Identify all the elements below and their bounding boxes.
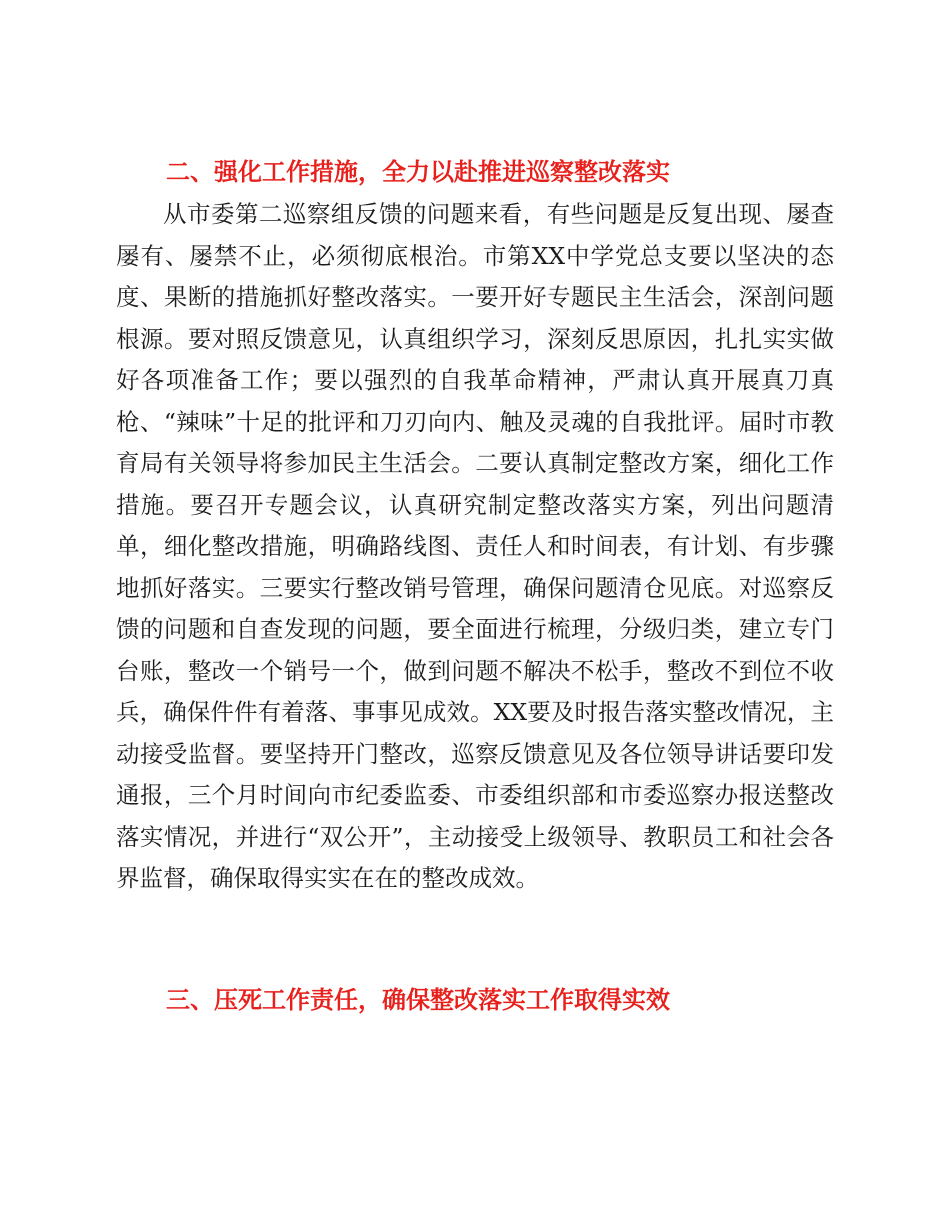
section-2-paragraph: 从市委第二巡察组反馈的问题来看，有些问题是反复出现、屡查屡有、屡禁不止，必须彻底根治。市第XX中学党总支要以坚决的态度、果断的措施抓好整改落实。一要开好专题民主生活会，深剖问题根源。要对照反馈意见，认真组织学习，深刻反思原因，扎扎实实做好各项准备工作；要以强烈的自我革命精神，严肃认真开展真刀真枪、“辣味”十足的批评和刀刃向内、触及灵魂的自我批评。届时市教育局有关领导将参加民主生活会。二要认真制定整改方案，细化工作措施。要召开专题会议，认真研究制定整改落实方案，列出问题清单，细化整改措施，明确路线图、责任人和时间表，有计划、有步骤地抓好落实。三要实行整改销号管理，确保问题清仓见底。对巡察反馈的问题和自查发现的问题，要全面进行梳理，分级归类，建立专门台账，整改一个销号一个，做到问题不解决不松手，整改不到位不收兵，确保件件有着落、事事见成效。XX要及时报告落实整改情况，主动接受监督。要坚持开门整改，巡察反馈意见及各位领导讲话要印发通报，三个月时间向市纪委监委、市委组织部和市委巡察办报送整改落实情况，并进行“双公开”，主动接受上级领导、教职员工和社会各界监督，确保取得实实在在的整改成效。	[116, 200, 834, 892]
section-heading-3: 三、压死工作责任，确保整改落实工作取得实效	[166, 986, 670, 1014]
section-heading-2: 二、强化工作措施，全力以赴推进巡察整改落实	[166, 158, 670, 186]
